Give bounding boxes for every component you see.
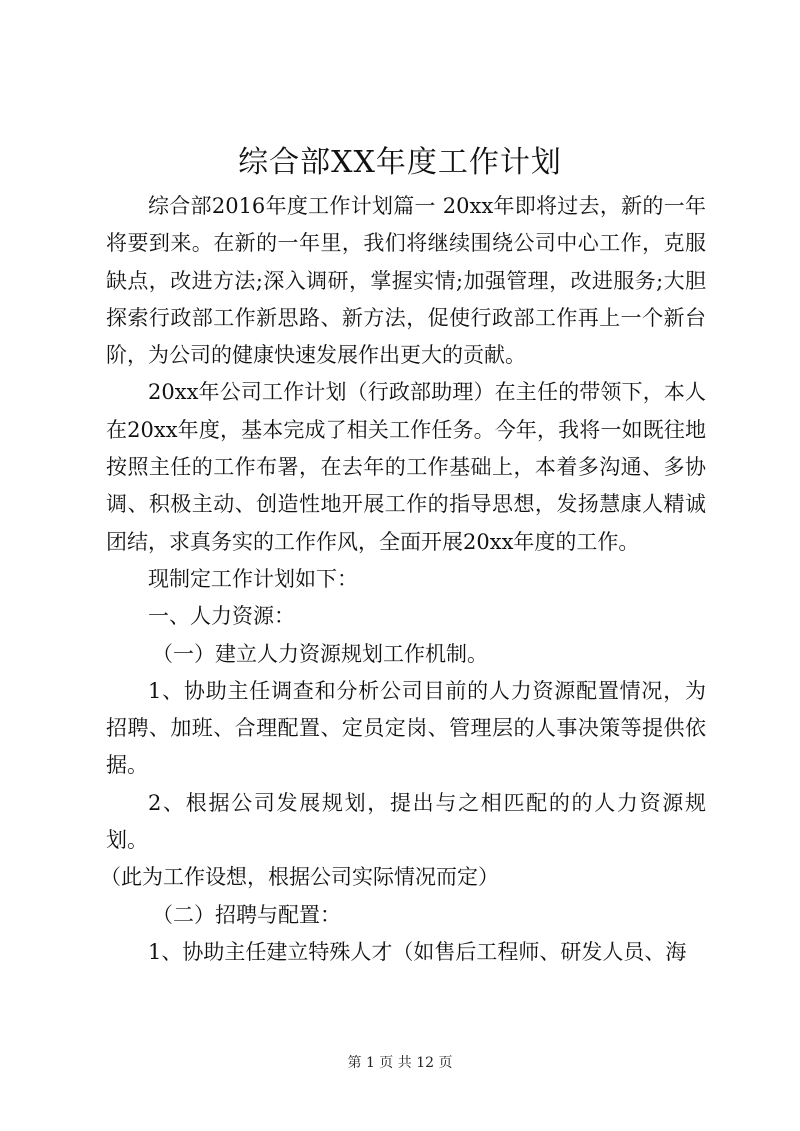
section-heading-hr: 一、人力资源： (148, 604, 295, 629)
paragraph-assistant-plan: 20xx年公司工作计划（行政部助理）在主任的带领下，本人在20xx年度，基本完成了相关工作任务。今年，我将一如既往地按照主任的工作布署，在去年的工作基础上，本着多沟通、多协调、积极主动、创造性地开展工作的指导思想，发扬慧康人精诚团结，求真务实的工作作风，全面开展20xx年度的工作。 (106, 380, 706, 554)
list-item-special-talent: 1、协助主任建立特殊人才（如售后工程师、研发人员、海 (148, 939, 687, 964)
subsection-heading-recruitment: （二）招聘与配置： (152, 902, 341, 927)
list-item-hr-analysis: 1、协助主任调查和分析公司目前的人力资源配置情况，为招聘、加班、合理配置、定员定岗、管理层的人事决策等提供依据。 (106, 678, 706, 778)
note-planning-assumption: （此为工作设想，根据公司实际情况而定） (100, 865, 499, 890)
subsection-heading-hr-planning: （一）建立人力资源规划工作机制。 (152, 641, 488, 666)
document-title: 综合部XX年度工作计划 (238, 145, 562, 180)
document-body (100, 188, 706, 971)
list-item-hr-planning: 2、根据公司发展规划，提出与之相匹配的的人力资源规划。 (106, 790, 706, 853)
paragraph-plan-heading: 现制定工作计划如下： (148, 566, 358, 591)
paragraph-intro: 综合部2016年度工作计划篇一 20xx年即将过去，新的一年将要到来。在新的一年里，我们将继续围绕公司中心工作，克服缺点，改进方法;深入调研，掌握实情;加强管理，改进服务;大胆探索行政部工作新思路、新方法，促使行政部工作再上一个新台阶，为公司的健康快速发展作出更大的贡献。 (106, 194, 706, 368)
page-number-footer: 第 1 页 共 12 页 (347, 1055, 453, 1071)
